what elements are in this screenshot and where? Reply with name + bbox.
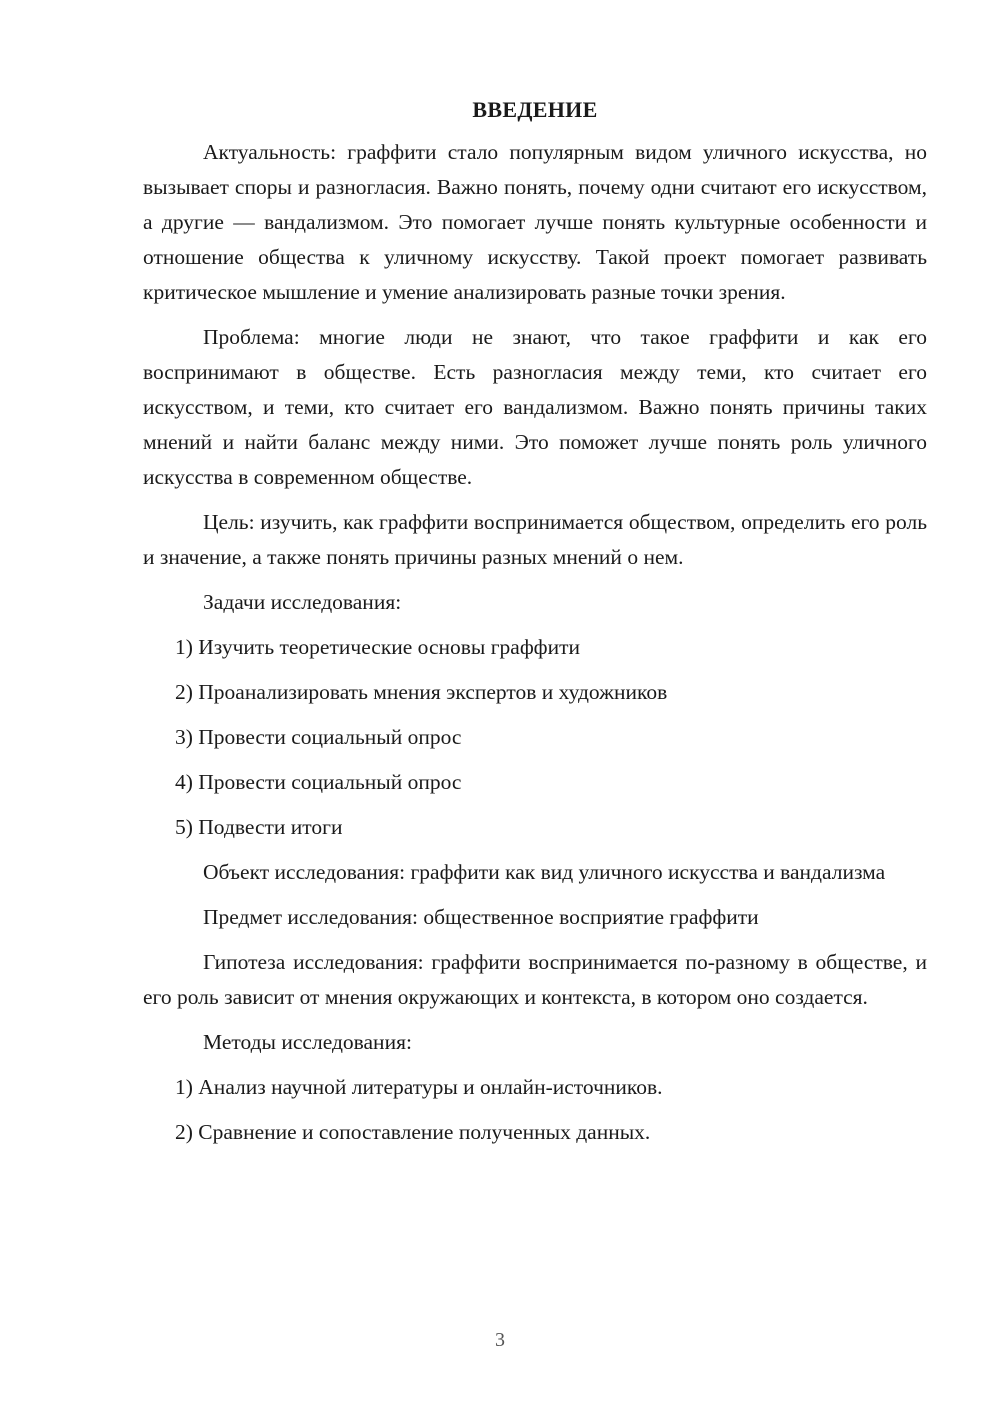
goal-paragraph: Цель: изучить, как граффити воспринимается обществом, определить его роль и значение, а также понять причины разных мнений о нем. — [143, 510, 927, 569]
problem-paragraph: Проблема: многие люди не знают, что такое граффити и как его воспринимают в обществе. Есть разногласия между теми, кто считает его искусством, и теми, кто считает его вандализмом. Важно понять причины таких мнений и найти баланс между ними. Это поможет лучше понять роль уличного искусства в современном обществе. — [143, 325, 927, 489]
object-paragraph: Объект исследования: граффити как вид уличного искусства и вандализма — [203, 860, 886, 884]
method-item: 2) Сравнение и сопоставление полученных данных. — [175, 1120, 651, 1144]
tasks-heading: Задачи исследования: — [203, 590, 402, 614]
task-item: 2) Проанализировать мнения экспертов и художников — [175, 680, 668, 704]
task-item: 4) Провести социальный опрос — [175, 770, 462, 794]
page-number: 3 — [495, 1329, 505, 1351]
relevance-paragraph: Актуальность: граффити стало популярным видом уличного искусства, но вызывает споры и разногласия. Важно понять, почему одни считают его искусством, а другие — вандализмом. Это помогает лучше понять культурные особенности и отношение общества к уличному искусству. Такой проект помогает развивать критическое мышление и умение анализировать разные точки зрения. — [143, 140, 927, 304]
method-item: 1) Анализ научной литературы и онлайн-источников. — [175, 1075, 663, 1099]
subject-paragraph: Предмет исследования: общественное восприятие граффити — [203, 905, 759, 929]
section-title: ВВЕДЕНИЕ — [472, 97, 598, 122]
task-item: 5) Подвести итоги — [175, 815, 343, 839]
methods-heading: Методы исследования: — [203, 1030, 412, 1054]
hypothesis-paragraph: Гипотеза исследования: граффити воспринимается по-разному в обществе, и его роль зависит от мнения окружающих и контекста, в котором оно создается. — [143, 950, 927, 1009]
task-item: 1) Изучить теоретические основы граффити — [175, 635, 580, 659]
task-item: 3) Провести социальный опрос — [175, 725, 462, 749]
document-page — [143, 92, 927, 1150]
